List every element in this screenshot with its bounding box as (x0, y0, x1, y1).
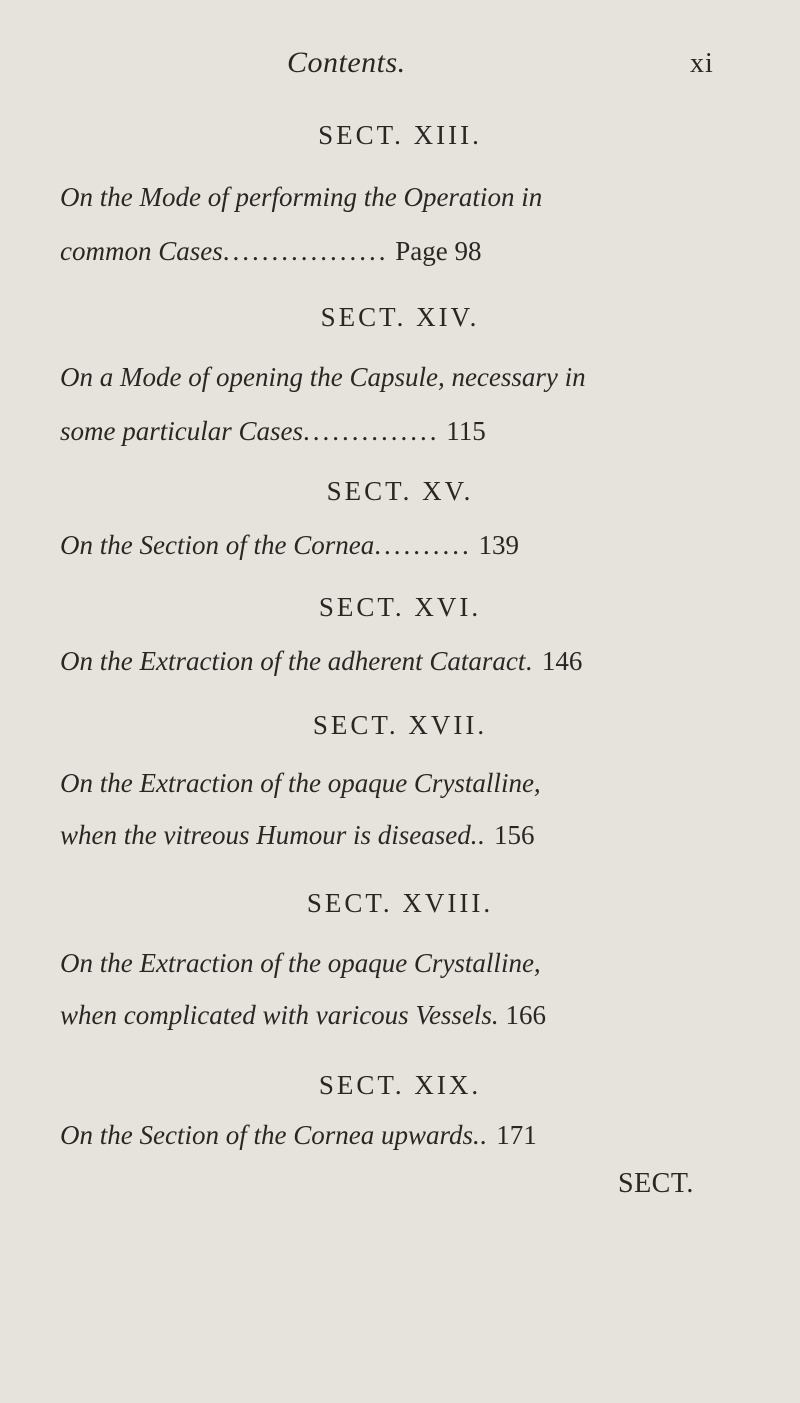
entry-title: On the Mode of performing the Operation in (60, 182, 543, 212)
leader-dots: ................. (222, 236, 389, 266)
leader-dots: . (477, 820, 488, 850)
toc-line (60, 818, 740, 852)
section-heading: SECT. XV. (326, 476, 474, 506)
leader-dots: . (525, 646, 536, 676)
entry-title: some particular Cases (60, 416, 303, 446)
toc-line (60, 766, 740, 800)
entry-title: when complicated with varicous Vessels. (60, 1000, 499, 1030)
page-reference: Page 98 (395, 236, 482, 266)
entry-title: On the Extraction of the opaque Crystalline, (60, 768, 541, 798)
section-heading: SECT. XIV. (320, 302, 480, 332)
section-heading: SECT. XVII. (312, 710, 488, 740)
section-heading: SECT. XVI. (318, 592, 482, 622)
running-header-title: Contents. (287, 46, 406, 79)
toc-line (60, 998, 740, 1032)
entry-title: On the Section of the Cornea (60, 530, 375, 560)
page-reference: 146 (541, 646, 583, 676)
toc-line (60, 528, 740, 562)
catchword: SECT. (618, 1168, 694, 1199)
toc-line (60, 234, 740, 268)
leader-dots: . (479, 1120, 490, 1150)
toc-line (60, 414, 740, 448)
entry-title: On the Section of the Cornea upwards. (60, 1120, 480, 1150)
page-number: xi (690, 48, 714, 79)
section-heading: SECT. XVIII. (306, 888, 494, 918)
page-reference: 171 (496, 1120, 537, 1150)
section-heading: SECT. XIII. (318, 120, 482, 150)
leader-dots: .......... (374, 530, 472, 560)
section-heading: SECT. XIX. (318, 1070, 482, 1100)
entry-title: common Cases (60, 236, 223, 266)
entry-title: On the Extraction of the opaque Crystalline, (60, 948, 541, 978)
toc-line (60, 360, 740, 394)
toc-line (60, 644, 740, 678)
entry-title: On the Extraction of the adherent Cataract (60, 646, 526, 676)
toc-line (60, 180, 740, 214)
entry-title: On a Mode of opening the Capsule, necessary in (60, 362, 586, 392)
entry-title: when the vitreous Humour is diseased. (60, 820, 478, 850)
page-reference: 115 (446, 416, 486, 446)
page-reference: 139 (478, 530, 519, 560)
page-reference: 156 (493, 820, 535, 850)
toc-line (60, 946, 740, 980)
toc-line (60, 1118, 740, 1152)
page-reference: 166 (505, 1000, 546, 1030)
leader-dots: .............. (303, 416, 440, 446)
